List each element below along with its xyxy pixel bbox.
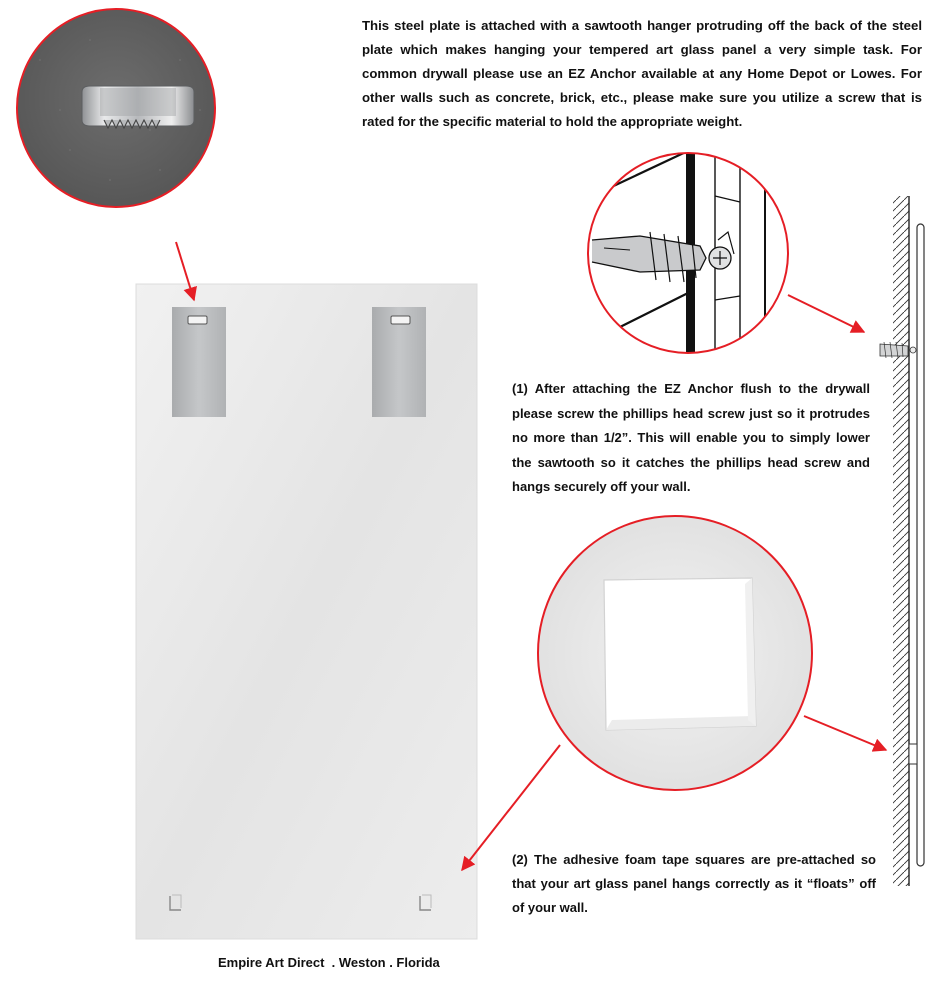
steel-plate-left — [172, 307, 226, 417]
ez-anchor-closeup — [588, 140, 788, 370]
sawtooth-hanger-closeup — [17, 9, 215, 207]
arrow-foam-to-wall — [804, 716, 886, 750]
foam-square-closeup — [538, 516, 812, 790]
steel-plate-right — [372, 307, 426, 417]
wall-side-diagram — [880, 196, 924, 886]
hanger-description: This steel plate is attached with a sawtooth hanger protruding off the back of the steel plate which makes hanging your tempered art glass panel a very simple task. For common drywall please use an EZ Anchor available at any Home Depot or Lowes. For other walls such as concrete, brick, etc., please make sure you utilize a screw that is rated for the specific material to hold the appropriate weight. — [362, 18, 922, 129]
footer-company: Empire Art Direct . Weston . Florida — [218, 955, 440, 970]
step-1-instructions: (1) After attaching the EZ Anchor flush to the drywall please screw the phillips head screw just so it protrudes no more than 1/2”. This will enable you to simply lower the sawtooth so it catches the phillips head screw and hangs securely off your wall. — [512, 381, 870, 494]
arrow-anchor-to-wall — [788, 295, 864, 332]
step-2-instructions: (2) The adhesive foam tape squares are pre-attached so that your art glass panel hangs correctly as it “floats” off of your wall. — [512, 852, 876, 915]
